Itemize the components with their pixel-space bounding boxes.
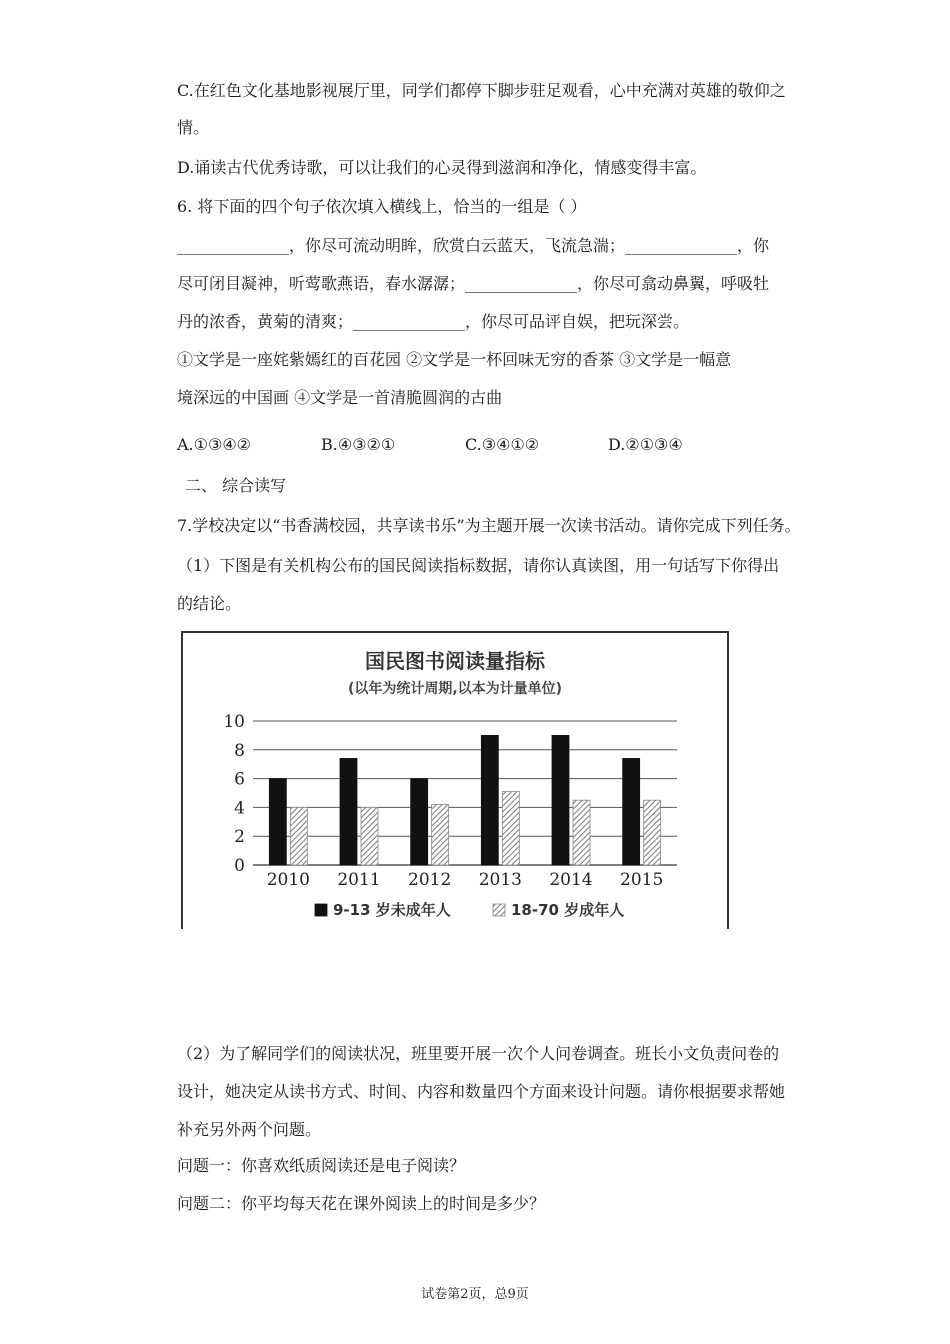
q5-option-c-line1: C.在红色文化基地影视展厅里，同学们都停下脚步驻足观看，心中充满对英雄的敬仰之 [177, 81, 786, 100]
q7-part2-line2: 设计，她决定从读书方式、时间、内容和数量四个方面来设计问题。请你根据要求帮她 [177, 1082, 786, 1101]
x-tick-label: 2012 [408, 870, 452, 890]
q6-option-b: B.④③②① [321, 435, 396, 454]
y-tick-label: 2 [234, 827, 245, 848]
q6-stem: 6. 将下面的四个句子依次填入横线上，恰当的一组是（ ） [177, 197, 587, 216]
q6-passage-line2: 尽可闭目凝神，听莺歌燕语，春水潺潺；______________，你尽可翕动鼻翼，呼吸牡 [177, 274, 770, 293]
chart-subtitle: (以年为统计周期,以本为计量单位) [347, 681, 563, 697]
q6-option-a: A.①③④② [177, 435, 252, 454]
bar-minor-2010 [269, 779, 286, 865]
bar-minor-2014 [552, 735, 569, 865]
y-tick-label: 8 [234, 740, 245, 761]
q6-sentences-line2: 境深远的中国画 ④文学是一首清脆圆润的古曲 [177, 388, 503, 407]
legend-label-adult: 18-70 岁成年人 [511, 901, 625, 919]
x-tick-label: 2015 [620, 870, 664, 890]
q6-passage-line1: ______________，你尽可流动明眸，欣赏白云蓝天，飞流急湍；______________，你 [177, 236, 770, 255]
y-tick-label: 6 [234, 769, 245, 790]
bar-adult-2011 [361, 807, 378, 865]
q6-passage-line3: 丹的浓香，黄菊的清爽；______________，你尽可品评自娱，把玩深尝。 [177, 312, 690, 331]
q6-option-d: D.②①③④ [608, 435, 683, 454]
q7-stem: 7.学校决定以“书香满校园，共享读书乐”为主题开展一次读书活动。请你完成下列任务。 [177, 516, 801, 535]
q5-option-c-line2: 情。 [177, 118, 210, 137]
page-footer: 试卷第2页，总9页 [421, 1287, 529, 1302]
y-tick-label: 4 [234, 798, 245, 819]
bar-minor-2012 [411, 779, 428, 865]
q7-part2-line1: （2）为了解同学们的阅读状况，班里要开展一次个人问卷调查。班长小文负责问卷的 [177, 1044, 780, 1063]
q7-part2-line3: 补充另外两个问题。 [177, 1120, 322, 1139]
legend-swatch-adult [493, 904, 505, 916]
bar-adult-2012 [432, 805, 449, 865]
q7-part1-line1: （1）下图是有关机构公布的国民阅读指标数据，请你认真读图，用一句话写下你得出 [177, 556, 780, 575]
legend-label-minor: 9-13 岁未成年人 [333, 901, 451, 919]
x-tick-label: 2010 [266, 870, 310, 890]
bar-adult-2010 [290, 807, 307, 865]
y-tick-label: 10 [223, 712, 245, 732]
bar-minor-2015 [623, 758, 640, 865]
x-tick-label: 2011 [337, 870, 381, 890]
q7-question2: 问题二：你平均每天花在课外阅读上的时间是多少？ [177, 1194, 546, 1213]
x-tick-label: 2014 [549, 870, 593, 890]
q6-sentences-line1: ①文学是一座姹紫嫣红的百花园 ②文学是一杯回味无穷的香茶 ③文学是一幅意 [177, 350, 732, 369]
q6-option-c: C.③④①② [465, 435, 540, 454]
x-tick-label: 2013 [478, 870, 522, 890]
chart-frame [181, 631, 729, 929]
chart-title: 国民图书阅读量指标 [365, 649, 545, 673]
y-tick-label: 0 [234, 856, 245, 876]
legend-swatch-minor [315, 904, 327, 916]
bar-minor-2013 [481, 735, 498, 865]
bar-adult-2014 [573, 800, 590, 865]
bar-adult-2013 [502, 792, 519, 865]
q5-option-d: D.诵读古代优秀诗歌，可以让我们的心灵得到滋润和净化，情感变得丰富。 [177, 158, 707, 177]
reading-chart [183, 633, 727, 929]
bar-adult-2015 [644, 800, 661, 865]
q7-part1-line2: 的结论。 [177, 594, 242, 613]
section-heading: 二、 综合读写 [185, 476, 287, 495]
bar-minor-2011 [340, 758, 357, 865]
q7-question1: 问题一：你喜欢纸质阅读还是电子阅读？ [177, 1156, 466, 1175]
